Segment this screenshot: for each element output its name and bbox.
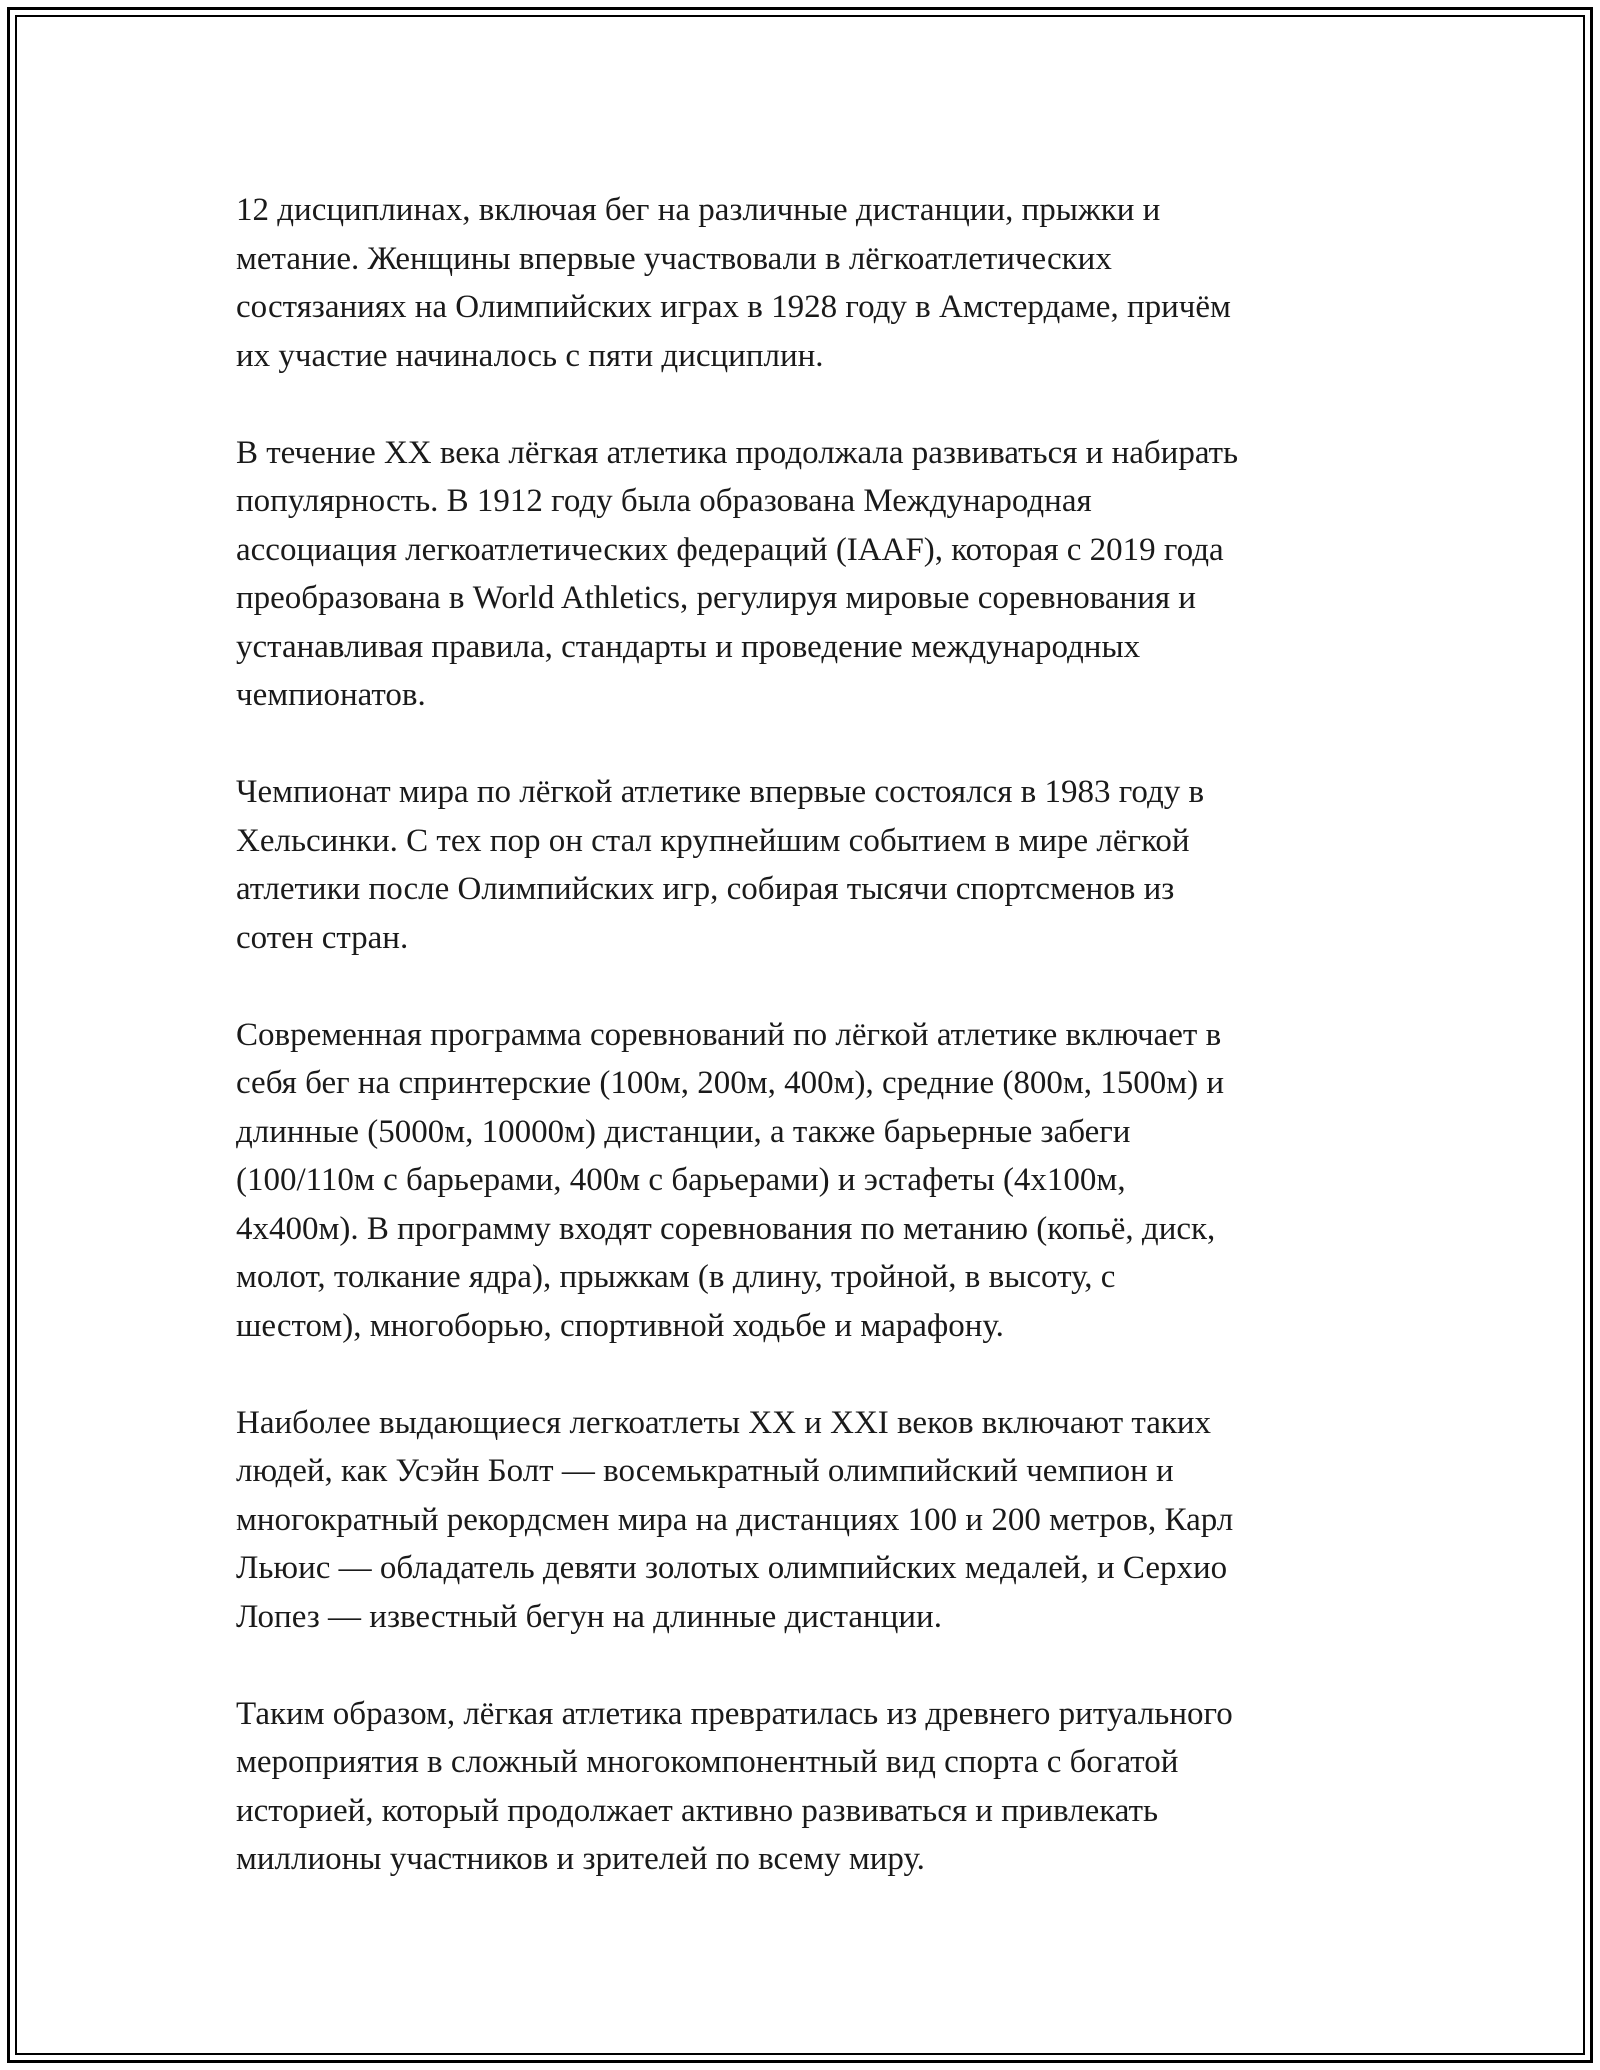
paragraph-iaaf <box>236 429 1376 720</box>
document-body <box>236 186 1376 1932</box>
text-line: популярность. В 1912 году была образована Международная <box>236 483 1092 519</box>
text-line: 4х400м). В программу входят соревнования по метанию (копьё, диск, <box>236 1210 1216 1247</box>
text-line: себя бег на спринтерские (100м, 200м, 400м), средние (800м, 1500м) и <box>236 1065 1225 1101</box>
paragraph-disciplines <box>236 186 1376 380</box>
text-line: многократный рекордсмен мира на дистанциях 100 и 200 метров, Карл <box>236 1501 1234 1538</box>
text-line: преобразована в World Athletics, регулируя мировые соревнования и <box>236 580 1196 616</box>
text-line: длинные (5000м, 10000м) дистанции, а также барьерные забеги <box>236 1113 1131 1150</box>
text-line: миллионы участников и зрителей по всему миру. <box>236 1841 925 1877</box>
text-line: устанавливая правила, стандарты и проведение международных <box>236 628 1141 665</box>
paragraph-conclusion <box>236 1690 1376 1884</box>
text-line: состязаниях на Олимпийских играх в 1928 году в Амстердаме, причём <box>236 289 1231 325</box>
text-line: метание. Женщины впервые участвовали в лёгкоатлетических <box>236 240 1112 277</box>
text-line: Современная программа соревнований по лёгкой атлетике включает в <box>236 1016 1222 1053</box>
text-line: шестом), многоборью, спортивной ходьбе и марафону. <box>236 1307 1004 1344</box>
text-line: 12 дисциплинах, включая бег на различные дистанции, прыжки и <box>236 192 1161 228</box>
text-line: Лопез — известный бегун на длинные дистанции. <box>236 1598 942 1635</box>
text-line: Хельсинки. С тех пор он стал крупнейшим событием в мире лёгкой <box>236 822 1190 859</box>
text-line: их участие начиналось с пяти дисциплин. <box>236 337 824 374</box>
text-line: мероприятия в сложный многокомпонентный вид спорта с богатой <box>236 1744 1179 1780</box>
text-line: Льюис — обладатель девяти золотых олимпийских медалей, и Серхио <box>236 1550 1228 1586</box>
paragraph-athletes <box>236 1399 1376 1642</box>
text-line: Наиболее выдающиеся легкоатлеты XX и XXI веков включают таких <box>236 1404 1212 1441</box>
text-line: атлетики после Олимпийских игр, собирая тысячи спортсменов из <box>236 871 1175 907</box>
text-line: сотен стран. <box>236 919 409 956</box>
text-line: ассоциация легкоатлетических федераций (IAAF), которая с 2019 года <box>236 531 1224 568</box>
text-line: (100/110м с барьерами, 400м с барьерами) и эстафеты (4х100м, <box>236 1162 1126 1198</box>
text-line: Таким образом, лёгкая атлетика превратилась из древнего ритуального <box>236 1695 1233 1732</box>
text-line: людей, как Усэйн Болт — восемькратный олимпийский чемпион и <box>236 1453 1174 1489</box>
text-line: молот, толкание ядра), прыжкам (в длину, тройной, в высоту, с <box>236 1259 1116 1295</box>
text-line: историей, который продолжает активно развиваться и привлекать <box>236 1792 1159 1829</box>
text-line: В течение XX века лёгкая атлетика продолжала развиваться и набирать <box>236 434 1239 471</box>
paragraph-modern-program <box>236 1011 1376 1351</box>
paragraph-world-championship <box>236 768 1376 962</box>
text-line: Чемпионат мира по лёгкой атлетике впервые состоялся в 1983 году в <box>236 774 1205 810</box>
text-line: чемпионатов. <box>236 677 426 713</box>
